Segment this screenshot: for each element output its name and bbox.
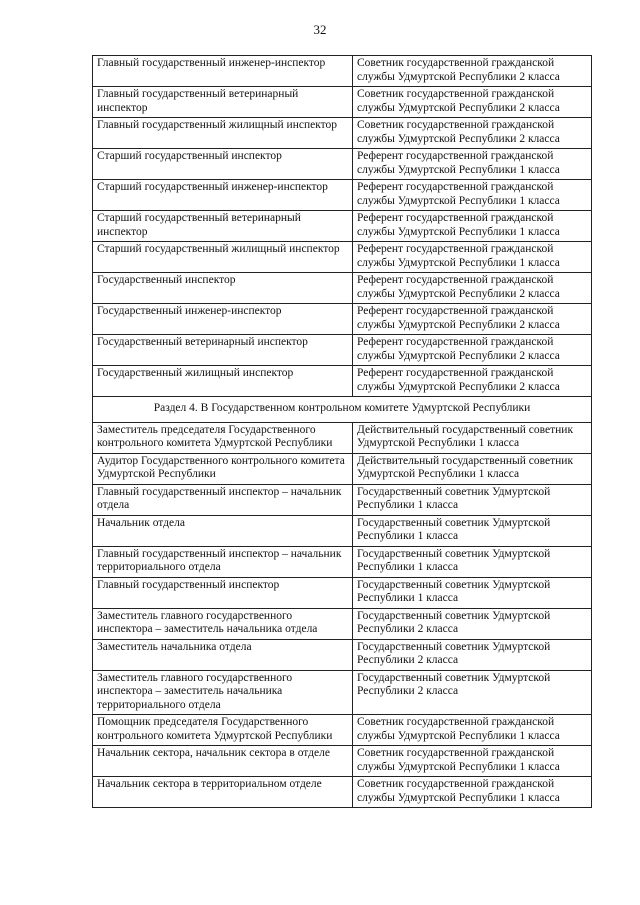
table-row	[93, 118, 592, 149]
table-section-part2	[93, 422, 592, 808]
table-row	[93, 335, 592, 366]
rank-cell: Государственный советник Удмуртской Республики 1 класса	[353, 577, 592, 608]
table-section-part1	[93, 56, 592, 397]
table-row	[93, 304, 592, 335]
rank-cell: Референт государственной гражданской службы Удмуртской Республики 2 класса	[353, 335, 592, 366]
position-cell: Государственный инспектор	[93, 273, 353, 304]
rank-cell: Референт государственной гражданской службы Удмуртской Республики 1 класса	[353, 211, 592, 242]
table-row	[93, 180, 592, 211]
rank-cell: Референт государственной гражданской службы Удмуртской Республики 1 класса	[353, 149, 592, 180]
positions-table	[92, 55, 592, 808]
rank-cell: Государственный советник Удмуртской Республики 1 класса	[353, 546, 592, 577]
rank-cell: Действительный государственный советник Удмуртской Республики 1 класса	[353, 453, 592, 484]
rank-cell: Референт государственной гражданской службы Удмуртской Республики 1 класса	[353, 242, 592, 273]
rank-cell: Государственный советник Удмуртской Республики 1 класса	[353, 484, 592, 515]
table-row	[93, 546, 592, 577]
position-cell: Заместитель председателя Государственного контрольного комитета Удмуртской Республики	[93, 422, 353, 453]
table-row	[93, 149, 592, 180]
position-cell: Главный государственный жилищный инспектор	[93, 118, 353, 149]
position-cell: Главный государственный инспектор	[93, 577, 353, 608]
table-row	[93, 273, 592, 304]
rank-cell: Референт государственной гражданской службы Удмуртской Республики 2 класса	[353, 366, 592, 397]
section-heading: Раздел 4. В Государственном контрольном комитете Удмуртской Республики	[93, 397, 592, 423]
rank-cell: Референт государственной гражданской службы Удмуртской Республики 1 класса	[353, 180, 592, 211]
table-row	[93, 670, 592, 715]
table-row	[93, 515, 592, 546]
position-cell: Заместитель главного государственного инспектора – заместитель начальника территориального отдела	[93, 670, 353, 715]
rank-cell: Государственный советник Удмуртской Республики 2 класса	[353, 639, 592, 670]
position-cell: Старший государственный ветеринарный инспектор	[93, 211, 353, 242]
table-row	[93, 422, 592, 453]
rank-cell: Государственный советник Удмуртской Республики 2 класса	[353, 670, 592, 715]
position-cell: Заместитель главного государственного инспектора – заместитель начальника отдела	[93, 608, 353, 639]
position-cell: Аудитор Государственного контрольного комитета Удмуртской Республики	[93, 453, 353, 484]
table-row	[93, 639, 592, 670]
position-cell: Главный государственный инженер-инспектор	[93, 56, 353, 87]
rank-cell: Государственный советник Удмуртской Республики 2 класса	[353, 608, 592, 639]
rank-cell: Государственный советник Удмуртской Республики 1 класса	[353, 515, 592, 546]
position-cell: Начальник отдела	[93, 515, 353, 546]
position-cell: Старший государственный жилищный инспектор	[93, 242, 353, 273]
position-cell: Государственный жилищный инспектор	[93, 366, 353, 397]
position-cell: Главный государственный инспектор – начальник отдела	[93, 484, 353, 515]
position-cell: Заместитель начальника отдела	[93, 639, 353, 670]
position-cell: Государственный ветеринарный инспектор	[93, 335, 353, 366]
position-cell: Главный государственный ветеринарный инспектор	[93, 87, 353, 118]
table-row	[93, 777, 592, 808]
rank-cell: Советник государственной гражданской службы Удмуртской Республики 1 класса	[353, 715, 592, 746]
position-cell: Начальник сектора, начальник сектора в отделе	[93, 746, 353, 777]
table-row	[93, 56, 592, 87]
rank-cell: Советник государственной гражданской службы Удмуртской Республики 2 класса	[353, 118, 592, 149]
table-row	[93, 87, 592, 118]
table-row	[93, 608, 592, 639]
position-cell: Помощник председателя Государственного контрольного комитета Удмуртской Республики	[93, 715, 353, 746]
position-cell: Старший государственный инженер-инспектор	[93, 180, 353, 211]
rank-cell: Советник государственной гражданской службы Удмуртской Республики 2 класса	[353, 87, 592, 118]
rank-cell: Советник государственной гражданской службы Удмуртской Республики 1 класса	[353, 777, 592, 808]
page-number: 32	[313, 22, 327, 37]
table-row	[93, 366, 592, 397]
table-row	[93, 484, 592, 515]
table-row	[93, 211, 592, 242]
table-row	[93, 577, 592, 608]
table-row	[93, 242, 592, 273]
rank-cell: Действительный государственный советник Удмуртской Республики 1 класса	[353, 422, 592, 453]
table-row	[93, 746, 592, 777]
rank-cell: Референт государственной гражданской службы Удмуртской Республики 2 класса	[353, 273, 592, 304]
table-section-heading	[93, 397, 592, 423]
position-cell: Начальник сектора в территориальном отделе	[93, 777, 353, 808]
table-row	[93, 453, 592, 484]
rank-cell: Советник государственной гражданской службы Удмуртской Республики 2 класса	[353, 56, 592, 87]
rank-cell: Референт государственной гражданской службы Удмуртской Республики 2 класса	[353, 304, 592, 335]
position-cell: Государственный инженер-инспектор	[93, 304, 353, 335]
position-cell: Старший государственный инспектор	[93, 149, 353, 180]
rank-cell: Советник государственной гражданской службы Удмуртской Республики 1 класса	[353, 746, 592, 777]
section-heading-row	[93, 397, 592, 423]
table-row	[93, 715, 592, 746]
position-cell: Главный государственный инспектор – начальник территориального отдела	[93, 546, 353, 577]
